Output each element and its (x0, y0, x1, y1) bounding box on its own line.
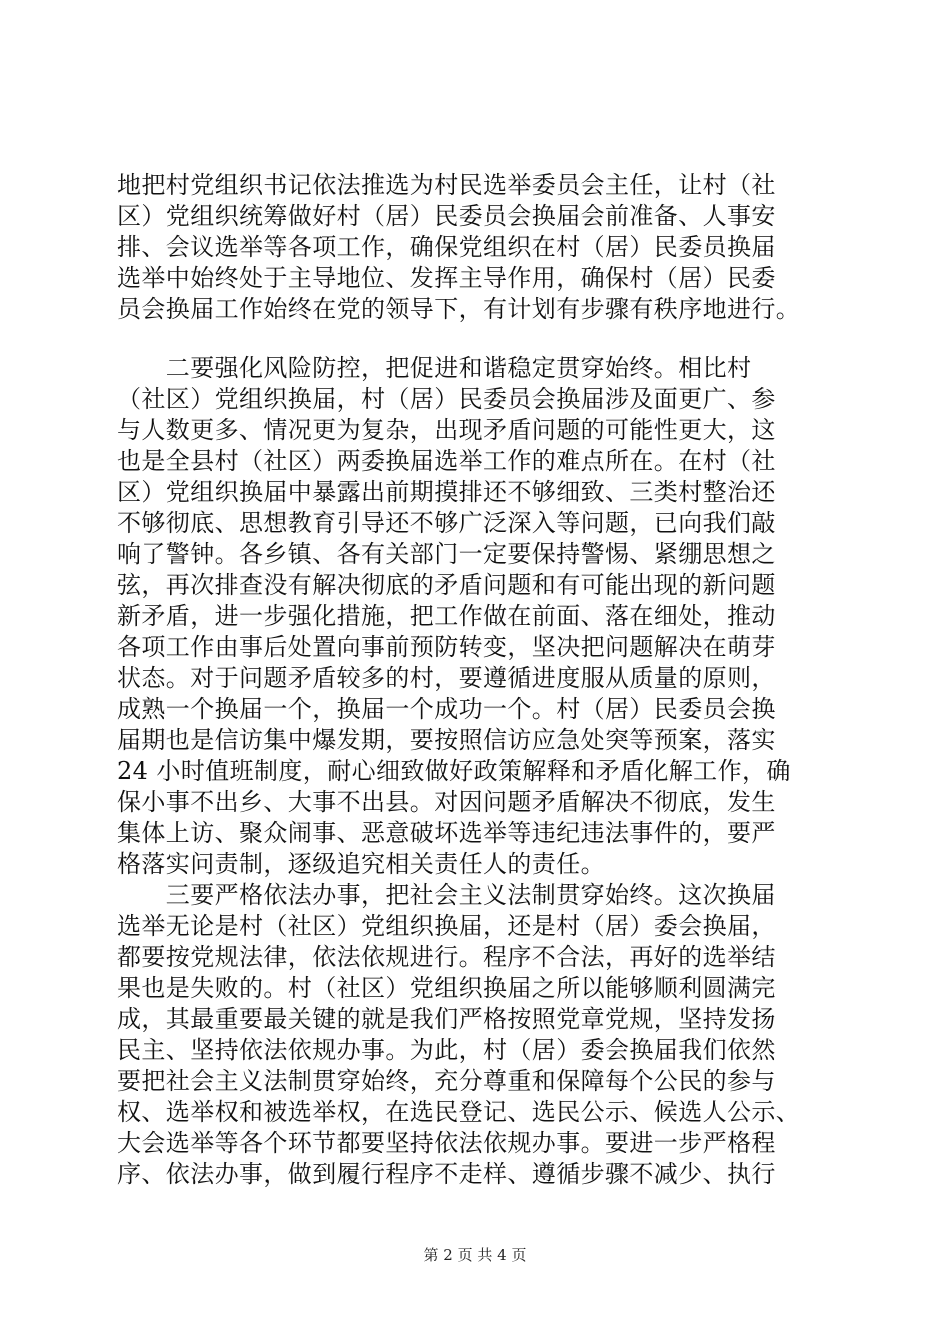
text-line: 二要强化风险防控，把促进和谐稳定贯穿始终。相比村 (117, 354, 752, 382)
text-line: 格落实问责制，逐级追究相关责任人的责任。 (117, 850, 605, 878)
text-line: 大会选举等各个环节都要坚持依法依规办事。要进一步严格程 (117, 1129, 776, 1157)
text-line: 要把社会主义法制贯穿始终，充分尊重和保障每个公民的参与 (117, 1067, 776, 1095)
text-line: 集体上访、聚众闹事、恶意破坏选举等违纪违法事件的，要严 (117, 819, 776, 847)
text-line: 新矛盾，进一步强化措施，把工作做在前面、落在细处，推动 (117, 602, 776, 630)
text-line: 序、依法办事，做到履行程序不走样、遵循步骤不减少、执行 (117, 1160, 776, 1188)
text-line: 24 小时值班制度，耐心细致做好政策解释和矛盾化解工作，确 (117, 757, 791, 785)
text-line: 选举无论是村（社区）党组织换届，还是村（居）委会换届， (117, 912, 776, 940)
text-line: 区）党组织统筹做好村（居）民委员会换届会前准备、人事安 (117, 202, 776, 230)
text-line: 都要按党规法律，依法依规进行。程序不合法，再好的选举结 (117, 943, 776, 971)
text-line: 与人数更多、情况更为复杂，出现矛盾问题的可能性更大，这 (117, 416, 776, 444)
text-line: 区）党组织换届中暴露出前期摸排还不够细致、三类村整治还 (117, 478, 776, 506)
text-line: 成熟一个换届一个，换届一个成功一个。村（居）民委员会换 (117, 695, 776, 723)
text-line: 各项工作由事后处置向事前预防转变，坚决把问题解决在萌芽 (117, 633, 776, 661)
text-line: 成，其最重要最关键的就是我们严格按照党章党规，坚持发扬 (117, 1005, 776, 1033)
text-line: 权、选举权和被选举权，在选民登记、选民公示、候选人公示、 (117, 1098, 801, 1126)
text-line: 选举中始终处于主导地位、发挥主导作用，确保村（居）民委 (117, 264, 776, 292)
text-line: 排、会议选举等各项工作，确保党组织在村（居）民委员换届 (117, 233, 776, 261)
text-line: 届期也是信访集中爆发期，要按照信访应急处突等预案，落实 (117, 726, 776, 754)
text-line: 响了警钟。各乡镇、各有关部门一定要保持警惕、紧绷思想之 (117, 540, 776, 568)
paragraph-2 (117, 353, 847, 880)
text-line: 三要严格依法办事，把社会主义法制贯穿始终。这次换届 (117, 881, 776, 909)
text-line: 民主、坚持依法依规办事。为此，村（居）委会换届我们依然 (117, 1036, 776, 1064)
page-number-footer: 第 2 页 共 4 页 (423, 1246, 527, 1264)
text-line: 也是全县村（社区）两委换届选举工作的难点所在。在村（社 (117, 447, 776, 475)
text-line: 果也是失败的。村（社区）党组织换届之所以能够顺利圆满完 (117, 974, 776, 1002)
text-line: 弦，再次排查没有解决彻底的矛盾问题和有可能出现的新问题 (117, 571, 776, 599)
paragraph-3 (117, 880, 847, 1190)
text-line: 状态。对于问题矛盾较多的村，要遵循进度服从质量的原则， (117, 664, 776, 692)
text-line: 保小事不出乡、大事不出县。对因问题矛盾解决不彻底，发生 (117, 788, 776, 816)
text-line: 员会换届工作始终在党的领导下，有计划有步骤有秩序地进行。 (117, 295, 801, 323)
paragraph-1 (117, 170, 847, 325)
text-line: 地把村党组织书记依法推选为村民选举委员会主任，让村（社 (117, 171, 776, 199)
text-line: （社区）党组织换届，村（居）民委员会换届涉及面更广、参 (117, 385, 776, 413)
paragraph-gap (117, 325, 847, 353)
text-line: 不够彻底、思想教育引导还不够广泛深入等问题，已向我们敲 (117, 509, 776, 537)
document-body (117, 170, 847, 1190)
